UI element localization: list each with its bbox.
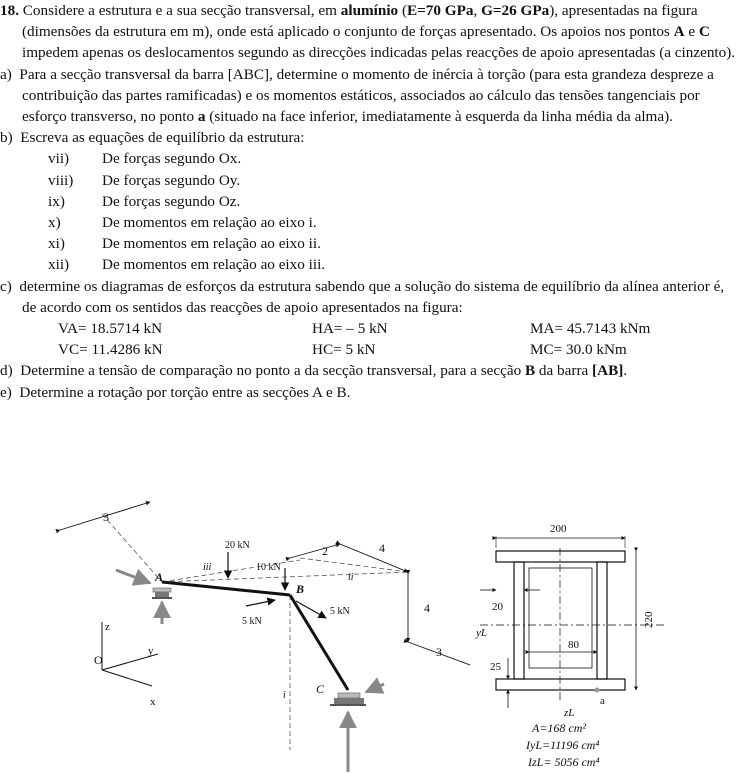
point-a-marker (595, 688, 600, 693)
force-5kN-left-arrow (246, 600, 275, 606)
equation-item: ix) De forças segundo Oz. (48, 192, 241, 210)
label-5kN-left: 5 kN (242, 616, 262, 627)
equation-item: xii) De momentos em relação ao eixo iii. (48, 256, 326, 274)
label-dim-4-right: 4 (424, 601, 430, 615)
label-height-220: 220 (643, 611, 655, 628)
label-10kN: 10 kN (256, 562, 281, 573)
label-origin: O (94, 653, 103, 667)
part-c: c) determine os diagramas de esforços da estrutura sabendo que a solução do sistema de equilíbrio da alínea anterior é, de acordo com os sentidos das reacções de apoio apresentados na figura: (0, 277, 725, 316)
part-a: a) Para a secção transversal da barra [ABC], determine o momento de inércia à torção (para esta grandeza despreze a contribuição das partes ramificadas) e os momentos estáticos, associados ao cálculo das tensões tangenciais por esforço transverso, no ponto a (situado na face inferior, imediatamente à esquerda da linha média da alma). (0, 65, 714, 126)
structure-members (162, 582, 348, 690)
structure-figure (0, 500, 470, 773)
problem-number: 18. (0, 2, 19, 19)
equation-item: vii) De forças segundo Ox. (48, 150, 242, 168)
label-5kN-right: 5 kN (330, 606, 350, 617)
problem-statement: 18. Considere a estrutura e a sua secção transversal, em alumínio (E=70 GPa, G=26 GPa), apresentadas na figura (dimensões da estrutura em m), onde está aplicado o conjunto de forças apresentado. Os apoios nos pontos A e C impedem apenas os deslocamentos segundo as direcções indicadas pelas reacções de apoio apresentadas (a cinzento). (0, 2, 736, 62)
label-axis-ii: ii (348, 572, 354, 583)
part-e: e) Determine a rotação por torção entre as secções A e B. (0, 383, 351, 401)
reaction-VA: VA= 18.5714 kN (58, 319, 163, 337)
label-width-200: 200 (550, 523, 567, 535)
label-axis-iii: iii (203, 562, 212, 573)
support-C (330, 693, 366, 706)
label-x-axis: x (150, 696, 156, 708)
reaction-HA: HA= – 5 kN (312, 319, 388, 337)
equation-item: viii) De forças segundo Oy. (48, 171, 241, 189)
label-zL: zL (564, 707, 575, 719)
support-A (152, 588, 172, 599)
label-point-a: a (600, 695, 605, 707)
reaction-HA-arrow (116, 570, 150, 583)
label-20kN: 20 kN (225, 540, 250, 551)
cross-section-figure (470, 518, 741, 773)
reaction-MA: MA= 45.7143 kNm (530, 319, 651, 337)
label-dim-25: 25 (490, 661, 501, 673)
reaction-VC: VC= 11.4286 kN (58, 341, 163, 359)
label-dim-3-top: 3 (103, 510, 109, 524)
label-yL: yL (476, 627, 487, 639)
equation-item: xi) De momentos em relação ao eixo ii. (48, 235, 321, 253)
label-dim-2: 2 (322, 544, 328, 558)
label-IzL: IzL= 5056 cm⁴ (528, 755, 600, 769)
label-dim-80: 80 (568, 639, 579, 651)
equation-item: x) De momentos em relação ao eixo i. (48, 213, 317, 231)
box-section (496, 551, 625, 690)
label-point-C: C (316, 682, 325, 696)
reactions-row-1 (0, 318, 741, 339)
label-point-A: A (155, 570, 164, 584)
part-d: d) Determine a tensão de comparação no ponto a da secção transversal, para a secção B da barra [AB]. (0, 362, 628, 380)
reaction-HC: HC= 5 kN (312, 341, 376, 359)
reactions-row-2 (0, 339, 741, 360)
part-b: b) Escreva as equações de equilíbrio da estrutura: (0, 129, 305, 147)
label-z-axis: z (105, 621, 110, 633)
label-area: A=168 cm² (532, 721, 587, 735)
label-point-B: B (296, 582, 305, 596)
label-IyL: IyL=11196 cm⁴ (526, 738, 600, 752)
reaction-HC-arrow (366, 684, 384, 692)
label-y-axis: y (148, 645, 154, 657)
reference-lines (102, 514, 408, 750)
dimension-2 (290, 544, 340, 558)
label-dim-3-bottom: 3 (436, 645, 442, 659)
reaction-MC: MC= 30.0 kNm (530, 341, 627, 359)
label-dim-4-top: 4 (379, 541, 385, 555)
label-dim-20: 20 (492, 601, 503, 613)
label-axis-i: i (283, 690, 286, 701)
